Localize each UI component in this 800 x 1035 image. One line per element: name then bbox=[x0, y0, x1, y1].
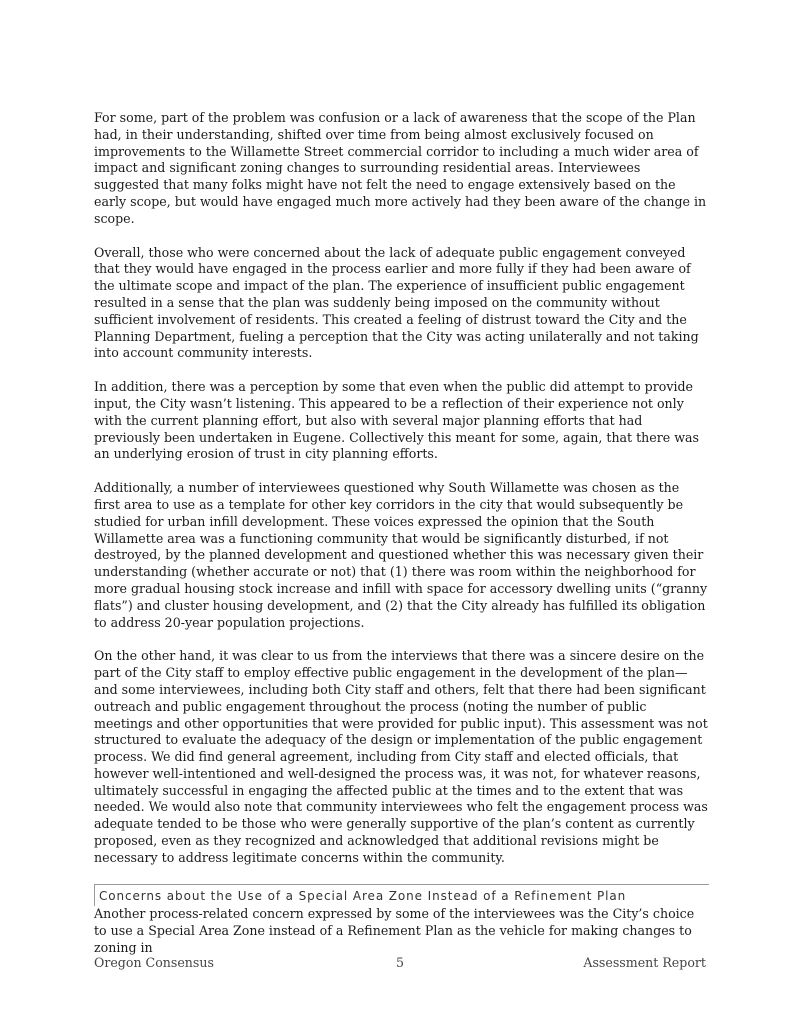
page-footer bbox=[94, 955, 706, 975]
section-heading bbox=[94, 884, 709, 907]
paragraph-scope-confusion: For some, part of the problem was confusion or a lack of awareness that the scope of the Plan had, in their understanding, shifted over time from being almost exclusively focused on improvements to the Willamette Street commercial corridor to including a much wider area of impact and significant zoning changes to surrounding residential areas. Interviewees suggested that many folks might have not felt the need to engage extensively based on the early scope, but would have engaged much more actively had they been aware of the change in scope. bbox=[94, 110, 707, 226]
paragraph-other-hand: On the other hand, it was clear to us from the interviews that there was a sincere desire on the part of the City staff to employ effective public engagement in the development of the plan—and some interviewees, including both City staff and others, felt that there had been significant outreach and public engagement throughout the process (noting the number of public meetings and other opportunities that were provided for public input). This assessment was not structured to evaluate the adequacy of the design or implementation of the public engagement process. We did find general agreement, including from City staff and elected officials, that however well-intentioned and well-designed the process was, it was not, for whatever reasons, ultimately successful in engaging the affected public at the times and to the extent that was needed. We would also note that community interviewees who felt the engagement process was adequate tended to be those who were generally supportive of the plan’s content as currently proposed, even as they recognized and acknowledged that additional revisions might be necessary to address legitimate concerns within the community. bbox=[94, 648, 708, 865]
footer-organization: Oregon Consensus bbox=[94, 955, 214, 970]
paragraph-city-not-listening: In addition, there was a perception by some that even when the public did attempt to provide input, the City wasn’t listening. This appeared to be a reflection of their experience not only with the current planning effort, but also with several major planning efforts that had previously been undertaken in Eugene. Collectively this meant for some, again, that there was an underlying erosion of trust in city planning efforts. bbox=[94, 379, 699, 462]
paragraph-public-engagement: Overall, those who were concerned about the lack of adequate public engagement conveyed that they would have engaged in the process earlier and more fully if they had been aware of the ultimate scope and impact of the plan. The experience of insufficient public engagement resulted in a sense that the plan was suddenly being imposed on the community without sufficient involvement of residents. This created a feeling of distrust toward the City and the Planning Department, fueling a perception that the City was acting unilaterally and not taking into account community interests. bbox=[94, 244, 699, 361]
footer-page-number: 5 bbox=[395, 955, 404, 970]
paragraph-special-area-zone: Another process-related concern expressed by some of the interviewees was the City’s choice to use a Special Area Zone instead of a Refinement Plan as the vehicle for making changes to zoning in bbox=[94, 906, 695, 956]
footer-report-title: Assessment Report bbox=[583, 955, 706, 970]
paragraph-south-willamette-template: Additionally, a number of interviewees questioned why South Willamette was chosen as the first area to use as a template for other key corridors in the city that would subsequently be studied for urban infill development. These voices expressed the opinion that the South Willamette area was a functioning community that would be significantly disturbed, if not destroyed, by the planned development and questioned whether this was necessary given their understanding (whether accurate or not) that (1) there was room within the neighborhood for more gradual housing stock increase and infill with space for accessory dwelling units (“granny flats”) and cluster housing development, and (2) that the City already has fulfilled its obligation to address 20-year population projections. bbox=[94, 480, 708, 630]
section-heading-text: Concerns about the Use of a Special Area Zone Instead of a Refinement Plan bbox=[99, 888, 627, 903]
document-body bbox=[94, 110, 708, 974]
